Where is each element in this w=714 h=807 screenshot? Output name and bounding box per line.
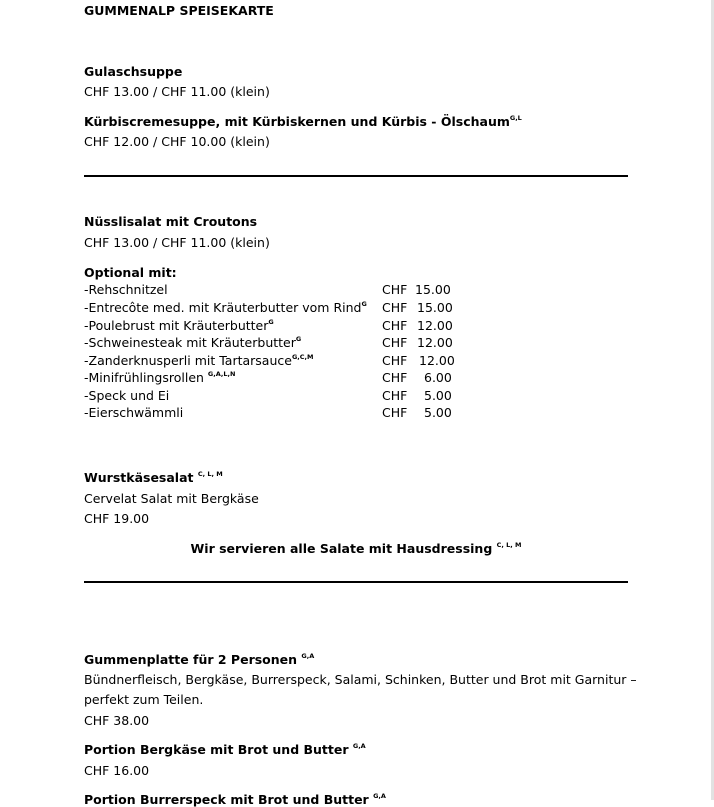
option-name-text: -Schweinesteak mit Kräuterbutter [84,335,296,350]
dressing-note [84,541,628,556]
platter-name-text: Gummenplatte für 2 Personen [84,652,302,667]
allergen-codes: C, L, M [197,469,223,478]
allergen-codes: G,L [509,113,522,122]
option-amount: 6.00 [424,370,452,385]
option-currency: CHF [382,353,408,368]
option-name: -Rehschnitzel [84,282,168,297]
option-amount: 15.00 [417,300,453,315]
section-divider [84,175,628,177]
option-row [84,335,484,352]
option-amount: 15.00 [415,282,451,297]
option-currency: CHF [382,370,408,385]
platter-price: CHF 16.00 [84,763,150,778]
option-amount: 12.00 [419,353,455,368]
option-name [84,300,367,315]
option-row [84,353,484,370]
platter-name [84,652,314,667]
option-row [84,282,484,299]
salad-price: CHF 13.00 / CHF 11.00 (klein) [84,235,270,250]
salad-name: Nüsslisalat mit Croutons [84,214,258,229]
option-name: -Eierschwämmli [84,405,184,420]
option-name-text: -Poulebrust mit Kräuterbutter [84,318,269,333]
allergen-codes: G,A [373,791,386,800]
option-name-text: -Entrecôte med. mit Kräuterbutter vom Rind [84,300,362,315]
soup-price: CHF 12.00 / CHF 10.00 (klein) [84,134,270,149]
allergen-codes: G [361,299,367,308]
section-divider [84,581,628,583]
menu-title: GUMMENALP SPEISEKARTE [84,3,274,18]
wurst-name-text: Wurstkäsesalat [84,470,198,485]
soup-name: Gulaschsuppe [84,64,183,79]
option-name-text: -Zanderknusperli mit Tartarsauce [84,353,292,368]
option-currency: CHF [382,405,408,420]
allergen-codes: C, L, M [496,540,522,549]
option-name: -Speck und Ei [84,388,170,403]
option-currency: CHF [382,388,408,403]
options-heading: Optional mit: [84,265,177,280]
option-amount: 5.00 [424,388,452,403]
option-row [84,370,484,387]
soup-price: CHF 13.00 / CHF 11.00 (klein) [84,84,270,99]
allergen-codes: G,A [352,741,366,750]
platter-name [84,742,366,757]
wurst-description: Cervelat Salat mit Bergkäse [84,491,259,506]
option-currency: CHF [382,300,408,315]
allergen-codes: G,A,L,N [207,369,236,378]
option-row [84,300,484,317]
option-amount: 12.00 [417,335,453,350]
soup-name [84,114,522,129]
option-name-text: -Minifrühlingsrollen [84,370,208,385]
option-row [84,388,484,405]
option-name [84,335,301,350]
allergen-codes: G [268,317,274,326]
option-name [84,353,313,368]
option-currency: CHF [382,282,408,297]
platter-price: CHF 38.00 [84,713,150,728]
wurst-name [84,470,223,485]
platter-name-text: Portion Bergkäse mit Brot und Butter [84,742,353,757]
option-row [84,318,484,335]
allergen-codes: G,C,M [291,352,314,361]
option-currency: CHF [382,318,408,333]
platter-description: Bündnerfleisch, Bergkäse, Burrerspeck, Salami, Schinken, Butter und Brot mit Garnitur – [84,672,637,687]
option-amount: 5.00 [424,405,452,420]
soup-name-text: Kürbiscremesuppe, mit Kürbiskernen und Kürbis - Ölschaum [84,114,510,129]
wurst-price: CHF 19.00 [84,511,150,526]
allergen-codes: G [295,334,302,343]
dressing-note-text: Wir servieren alle Salate mit Hausdressing [190,541,497,556]
option-name [84,318,274,333]
platter-description: perfekt zum Teilen. [84,692,204,707]
allergen-codes: G,A [301,651,315,660]
option-row [84,405,484,422]
option-amount: 12.00 [417,318,453,333]
platter-name-text: Portion Burrerspeck mit Brot und Butter [84,792,374,807]
option-currency: CHF [382,335,408,350]
option-name [84,370,235,385]
